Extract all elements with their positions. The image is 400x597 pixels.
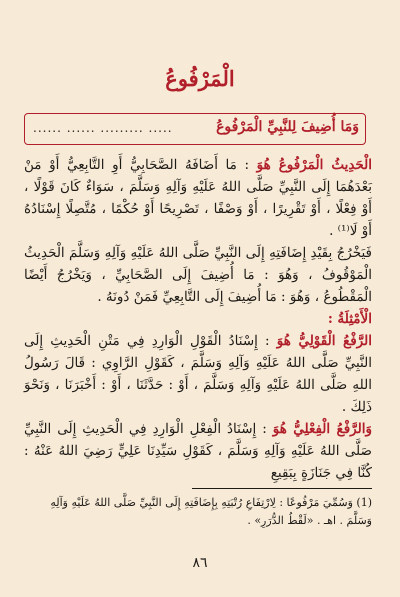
page-title: الْمَرْفُوعُ	[165, 66, 235, 91]
term-verbal-raf: الرَّفْعُ الْقَوْلِيُّ هُوَ	[276, 333, 372, 349]
definition-phrase: وَمَا أُضِيفَ لِلنَّبِيِّ الْمَرْفُوعُ	[216, 119, 359, 135]
page-number: ٨٦	[192, 555, 208, 571]
paragraph-verbal-raf	[24, 330, 372, 418]
paragraph-exclusions: فَيَخْرُجُ بِقَيْدِ إِضَافَتِهِ إِلَى النَّبِيِّ صَلَّى اللهُ عَلَيْهِ وَآلِهِ وَسَلَّمَ الْحَدِيثُ الْمَوْقُوفُ ، وَهُوَ : مَا أُضِيفَ إِلَى الصَّحَابِيِّ ، وَيَخْرُجُ أَيْضًا الْمَقْطُوعُ ، وَهُوَ : مَا أُضِيفَ إِلَى التَّابِعِيِّ فَمَنْ دُونَهُ .	[24, 245, 372, 305]
term-action-raf: وَالرَّفْعُ الْفِعْلِيُّ هُوَ	[272, 421, 372, 437]
footnote: (1) وَسُمِّيَ مَرْفُوعًا : لِارْتِفَاعِ رُتْبَتِهِ بِإِضَافَتِهِ إِلَى النَّبِيِّ صَلَّى اللهُ عَلَيْهِ وَآلِهِ وَسَلَّمَ . اهـ . «لَقْطُ الدُّرَرِ» .	[50, 496, 372, 527]
paragraph-definition	[24, 154, 372, 242]
verbal-raf-text: : إِسْنَادُ الْقَوْلِ الْوَارِدِ فِي مَتْنِ الْحَدِيثِ إِلَى النَّبِيِّ صَلَّى اللهُ عَلَيْهِ وَآلِهِ وَسَلَّمَ ، كَقَوْلِ الرَّاوِي : قَالَ رَسُولُ اللهِ صَلَّى اللهُ عَلَيْهِ وَآلِهِ وَسَلَّمَ ، أَوْ : حَدَّثَنَا ، أَوْ : أَخْبَرَنَا ، وَنَحْوَ ذَلِكَ .	[24, 333, 372, 415]
definition-text: : مَا أَضَافَهُ الصَّحَابِيُّ أَوِ التَّابِعِيُّ أَوْ مَنْ بَعْدَهُمَا إِلَى النَّبِيِّ صَلَّى اللهُ عَلَيْهِ وَآلِهِ وَسَلَّمَ ، سَوَاءٌ كَانَ قَوْلًا ، أَوْ فِعْلًا ، أَوْ تَقْرِيرًا ، أَوْ وَصْفًا ، تَصْرِيحًا أَوْ حُكْمًا ، مُتَّصِلًا إِسْنَادُهُ أَوْ لَا⁽¹⁾ .	[24, 157, 372, 239]
footnote-divider	[192, 488, 372, 489]
definition-box	[24, 113, 366, 145]
term-marfu: الْحَدِيثُ الْمَرْفُوعُ هُوَ	[256, 157, 372, 173]
examples-heading: الْأَمْثِلَةُ :	[327, 311, 372, 327]
definition-blank-dots: ...... ...... ......... .....	[33, 121, 173, 135]
main-text	[24, 154, 372, 484]
action-raf-text: : إِسْنَادُ الْفِعْلِ الْوَارِدِ فِي الْحَدِيثِ إِلَى النَّبِيِّ صَلَّى اللهُ عَلَيْهِ وَآلِهِ وَسَلَّمَ ، كَقَوْلِ سَيِّدِنَا عَلِيٍّ رَضِيَ اللهُ عَنْهُ : كُنَّا فِي جَنَازَةٍ بِبَقِيعِ	[24, 421, 372, 481]
paragraph-action-raf	[24, 418, 372, 484]
